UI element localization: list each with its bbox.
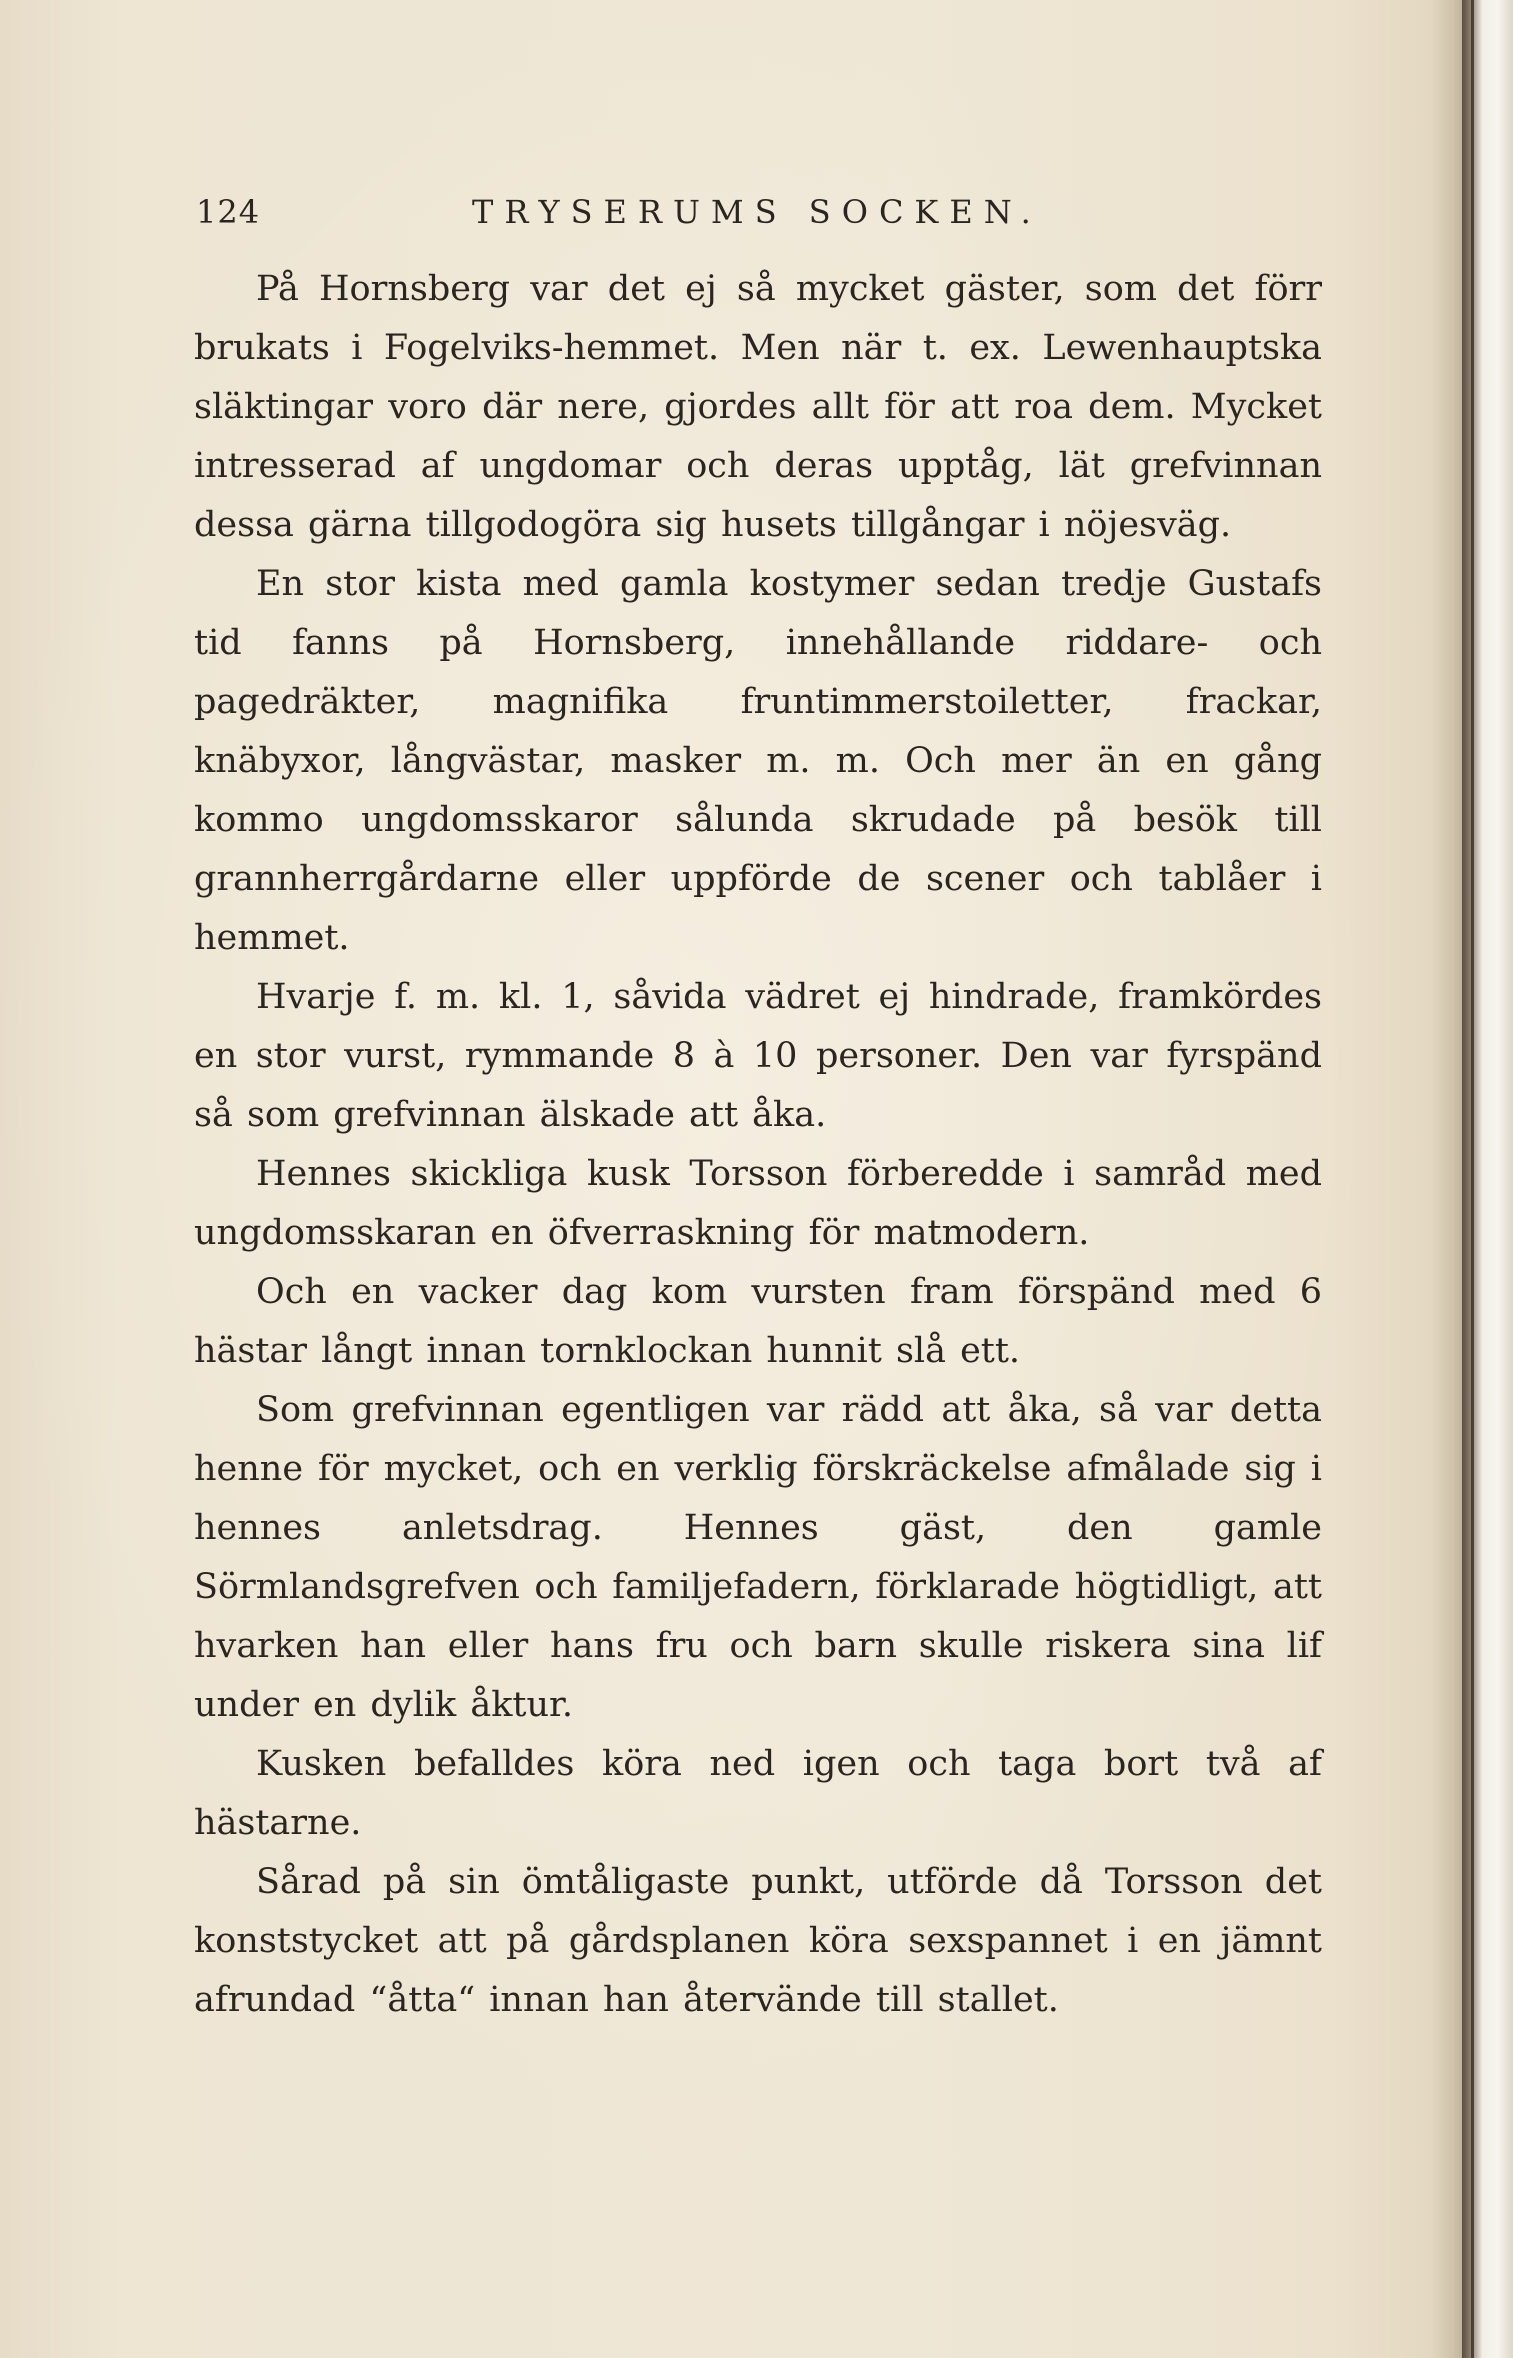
running-title: TRYSERUMS SOCKEN. [472,193,1042,231]
paragraph: Som grefvinnan egentligen var rädd att åka, så var detta henne för mycket, och en verklig förskräckelse afmålade sig i hennes anletsdrag. Hennes gäst, den gamle Sörmlandsgrefven och familjefadern, förklarade högtidligt, att hvarken han eller hans fru och barn skulle riskera sina lif under en dylik åktur. [194,1390,1322,1725]
page-number: 124 [196,193,261,231]
paragraph: Hvarje f. m. kl. 1, såvida vädret ej hindrade, framkördes en stor vurst, rymmande 8 à 10 personer. Den var fyrspänd så som grefvinnan älskade att åka. [194,977,1322,1135]
paragraph: På Hornsberg var det ej så mycket gäster, som det förr brukats i Fogelviks-hemmet. Men när t. ex. Lewenhauptska släktingar voro där nere, gjordes allt för att roa dem. Mycket intresserad af ungdomar och deras upptåg, lät grefvinnan dessa gärna tillgodogöra sig husets tillgångar i nöjesväg. [194,269,1322,545]
book-spine [1462,0,1513,2358]
page-header [196,184,1320,240]
paragraph: En stor kista med gamla kostymer sedan tredje Gustafs tid fanns på Hornsberg, innehållande riddare- och pagedräkter, magnifika fruntimmerstoiletter, frackar, knäbyxor, långvästar, masker m. m. Och mer än en gång kommo ungdomsskaror sålunda skrudade på besök till grannherrgårdarne eller uppförde de scener och tablåer i hemmet. [194,564,1322,958]
body-text [194,260,1322,2030]
spine-edge [1471,0,1474,2358]
paragraph: Och en vacker dag kom vursten fram förspänd med 6 hästar långt innan tornklockan hunnit slå ett. [194,1272,1322,1371]
paragraph: Sårad på sin ömtåligaste punkt, utförde då Torsson det konststycket att på gårdsplanen köra sexspannet i en jämnt afrundad “åtta“ innan han återvände till stallet. [194,1862,1322,2020]
paragraph: Hennes skickliga kusk Torsson förberedde i samråd med ungdomsskaran en öfverraskning för matmodern. [194,1154,1322,1253]
paragraph: Kusken befalldes köra ned igen och taga bort två af hästarne. [194,1744,1322,1843]
